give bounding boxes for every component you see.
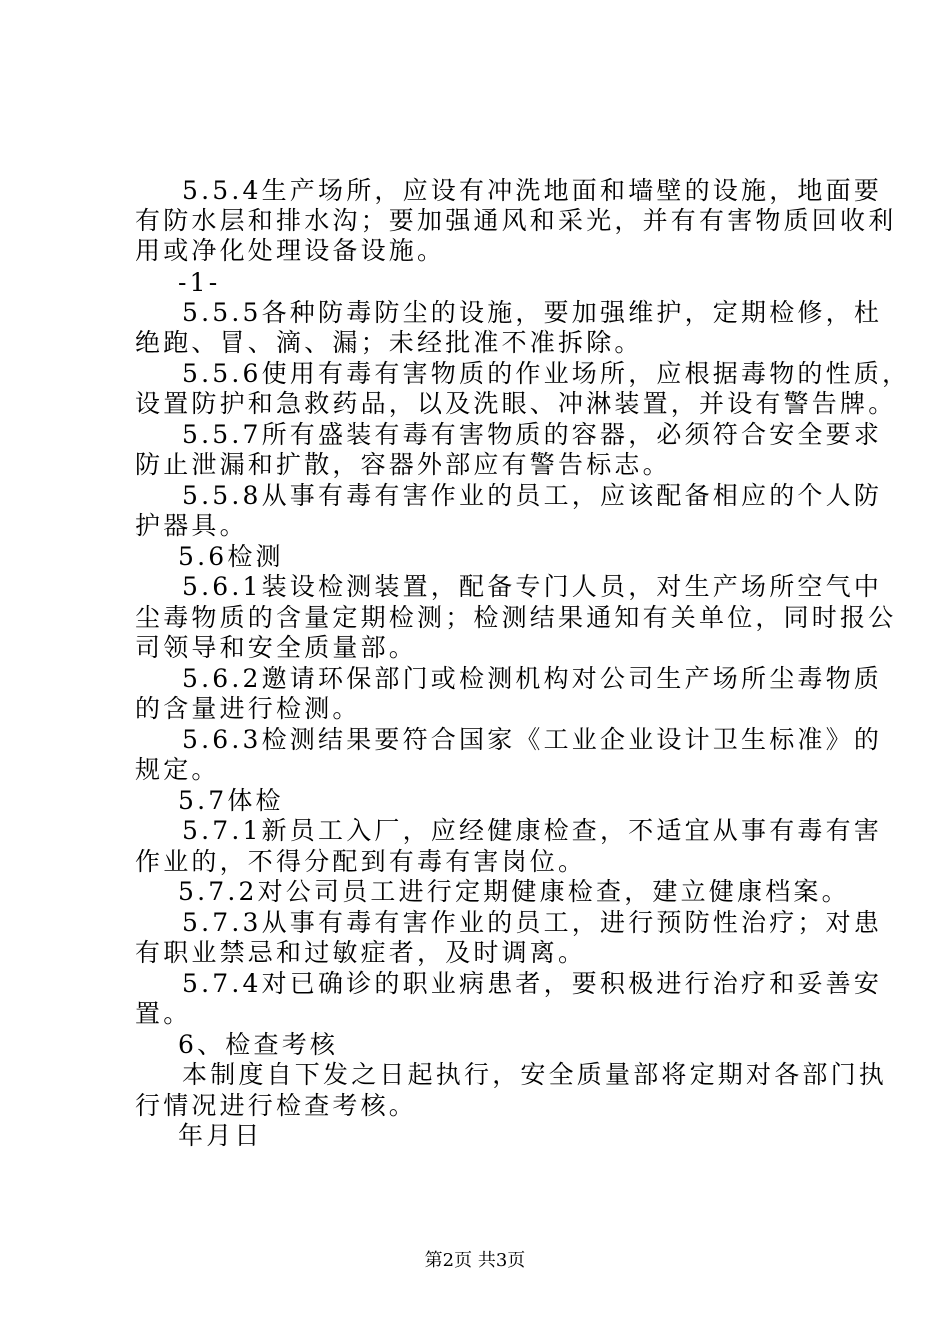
paragraph-line: 规定。 (135, 755, 220, 784)
paragraph-line: 作业的，不得分配到有毒有害岗位。 (135, 847, 587, 876)
paragraph-line: 用或净化处理设备设施。 (135, 236, 446, 265)
paragraph-line: 设置防护和急救药品，以及洗眼、冲淋装置，并设有警告牌。 (135, 389, 897, 418)
paragraph-line: 5.6.2邀请环保部门或检测机构对公司生产场所尘毒物质 (182, 664, 883, 693)
paragraph-line: 5.6.1装设检测装置，配备专门人员，对生产场所空气中 (182, 572, 883, 601)
paragraph-line: 5.5.5各种防毒防尘的设施，要加强维护，定期检修，杜 (182, 298, 883, 327)
page-footer: 第2页 共3页 (424, 1250, 526, 1271)
page-marker: -1- (178, 268, 221, 297)
paragraph-line: 有职业禁忌和过敏症者，及时调离。 (135, 938, 587, 967)
paragraph-line: 有防水层和排水沟；要加强通风和采光，并有有害物质回收利 (135, 206, 897, 235)
section-heading: 5.7体检 (178, 786, 284, 815)
paragraph-line: 5.5.4生产场所，应设有冲洗地面和墙壁的设施，地面要 (182, 176, 883, 205)
paragraph-line: 护器具。 (135, 511, 248, 540)
paragraph-line: 的含量进行检测。 (135, 694, 361, 723)
paragraph-line: 司领导和安全质量部。 (135, 633, 418, 662)
paragraph-line: 行情况进行检查考核。 (135, 1091, 418, 1120)
paragraph-line: 5.5.6使用有毒有害物质的作业场所，应根据毒物的性质， (182, 359, 911, 388)
paragraph-line: 5.7.4对已确诊的职业病患者，要积极进行治疗和妥善安 (182, 969, 883, 998)
paragraph-line: 尘毒物质的含量定期检测；检测结果通知有关单位，同时报公 (135, 603, 897, 632)
paragraph-line: 5.7.2对公司员工进行定期健康检查，建立健康档案。 (178, 877, 850, 906)
paragraph-line: 本制度自下发之日起执行，安全质量部将定期对各部门执 (182, 1060, 888, 1089)
date-line: 年月日 (178, 1121, 263, 1150)
paragraph-line: 防止泄漏和扩散，容器外部应有警告标志。 (135, 450, 671, 479)
paragraph-line: 置。 (135, 999, 192, 1028)
section-heading: 5.6检测 (178, 542, 284, 571)
paragraph-line: 5.6.3检测结果要符合国家《工业企业设计卫生标准》的 (182, 725, 883, 754)
paragraph-line: 5.5.7所有盛装有毒有害物质的容器，必须符合安全要求 (182, 420, 883, 449)
paragraph-line: 5.7.3从事有毒有害作业的员工，进行预防性治疗；对患 (182, 908, 883, 937)
paragraph-line: 绝跑、冒、滴、漏；未经批准不准拆除。 (135, 328, 643, 357)
paragraph-line: 5.5.8从事有毒有害作业的员工，应该配备相应的个人防 (182, 481, 883, 510)
paragraph-line: 5.7.1新员工入厂，应经健康检查，不适宜从事有毒有害 (182, 816, 883, 845)
section-heading: 6、检查考核 (178, 1030, 339, 1059)
